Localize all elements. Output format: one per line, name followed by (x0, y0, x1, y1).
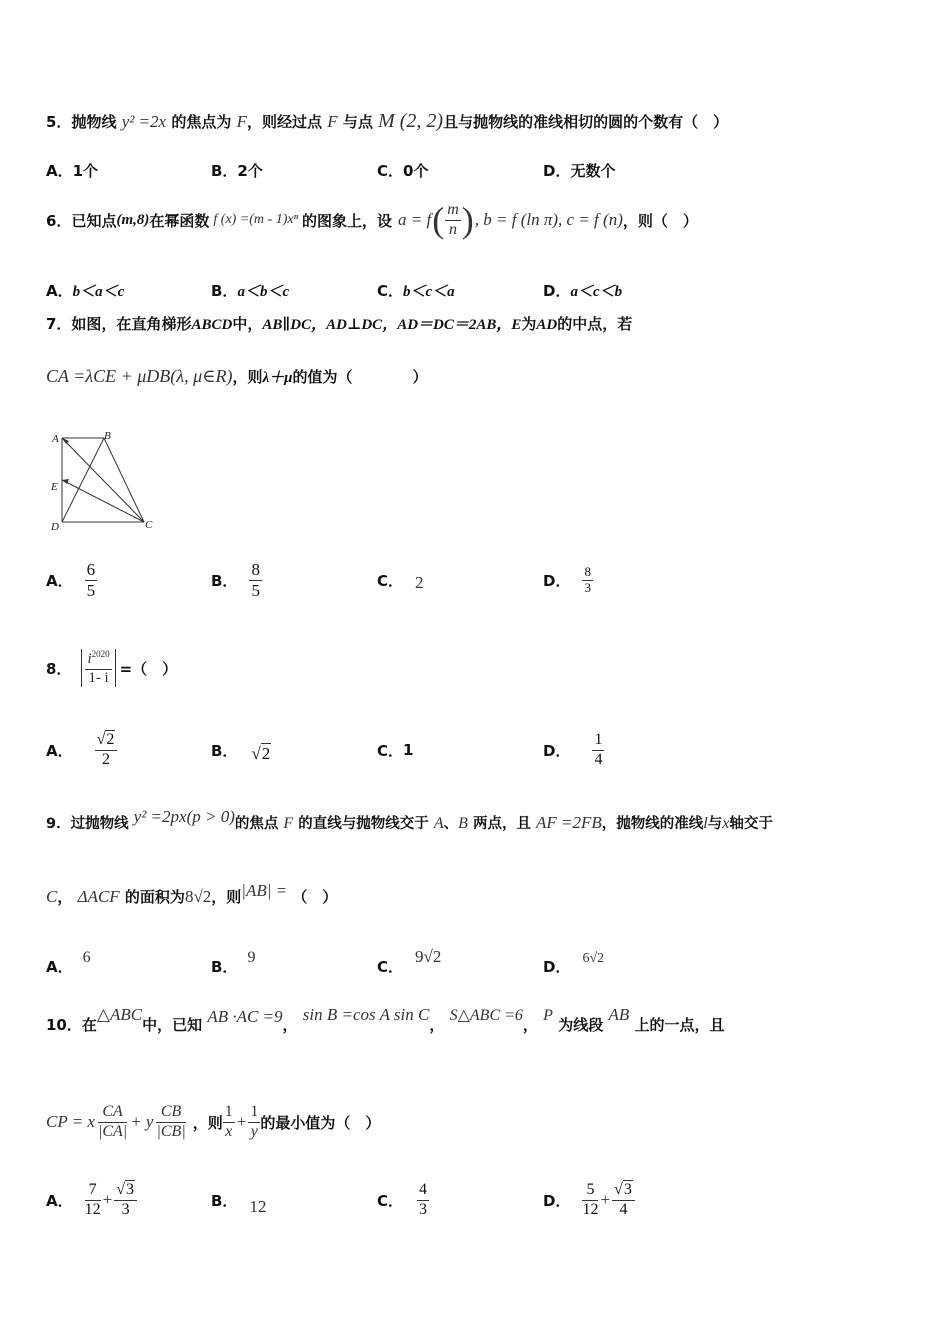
question-9-line-2 (46, 881, 338, 907)
q10-option-d-d: 12 (582, 1200, 599, 1218)
q9-option-d-label: D． (543, 958, 571, 976)
q10-option-d-sqrt: √3 (612, 1181, 635, 1200)
q7-text-1: 7．如图，在直角梯形 (46, 315, 192, 333)
q10-option-c-label: C． (377, 1191, 404, 1210)
q6-option-b (211, 280, 289, 301)
q9-option-a (46, 946, 91, 976)
q6-a-lhs: a = f (398, 210, 432, 229)
q5-point-m: M (2, 2) (378, 110, 444, 132)
q7-option-b-label: B． (211, 571, 238, 590)
q10-option-d-radicand: 3 (623, 1181, 632, 1199)
q5-text-5: 且与抛物线的准线相切的圆的个数有（ ） (443, 113, 729, 131)
q6-option-a-value: b＜a＜c (72, 284, 125, 300)
q7-lambda-plus-mu: λ＋μ (262, 370, 293, 386)
q7-option-b (211, 556, 262, 604)
q10-option-a-sqrt: √3 (114, 1181, 137, 1200)
q8-option-a (46, 724, 117, 776)
q7-text-3: 为 (521, 315, 537, 333)
q10-segment-ab: AB (608, 1005, 630, 1024)
q9-text-4: 两点，且 (472, 816, 531, 832)
q8-numerator (85, 649, 111, 669)
q5-text-1: 抛物线 (71, 113, 117, 131)
q6-option-c (377, 280, 455, 301)
q9-option-a-label: A． (46, 958, 73, 976)
q6-n: n (449, 220, 457, 238)
q9-area-value: 8√2 (184, 887, 212, 906)
question-7-line-1 (46, 313, 632, 334)
q6-text-2: 在幂函数 (149, 211, 210, 230)
q10-triangle: △ABC (96, 1005, 143, 1024)
q9-text-11: （ ） (292, 888, 338, 906)
q7-conditions: AB∥DC，AD⊥DC，AD＝DC＝2AB，E (262, 317, 522, 333)
q10-trig-condition: sin B =cos A sin C (302, 1005, 430, 1024)
q8-option-d-frac (592, 731, 604, 769)
q10-one-y-num: 1 (248, 1103, 260, 1122)
q9-x-axis: x (722, 815, 730, 832)
q8-option-d-num: 1 (592, 731, 604, 750)
q9-option-b-value: 9 (247, 949, 256, 966)
q10-option-a-frac1 (85, 1181, 101, 1219)
q10-one-x-num: 1 (223, 1103, 235, 1122)
q10-option-d-frac2 (612, 1181, 635, 1219)
q9-text-5: ，抛物线的准线 (601, 816, 704, 832)
q9-number: 9． (46, 816, 71, 832)
q10-cp-expression: CP = x (46, 1112, 95, 1131)
q6-bc-defs: , b = f (ln π), c = f (n) (474, 210, 623, 229)
q6-power-function: f (x) =(m - 1)xⁿ (213, 212, 298, 227)
q8-option-d (543, 724, 604, 776)
q10-plus: + (236, 1112, 247, 1131)
q10-option-a-plus: + (102, 1190, 113, 1209)
q5-text-4: 与点 (342, 113, 373, 131)
q7-option-a-label: A． (46, 571, 73, 590)
q10-text-6: 上的一点，且 (634, 1016, 725, 1034)
q10-option-b-label: B． (211, 1191, 238, 1210)
q5-equation: y² =2x (121, 112, 167, 131)
q10-option-d-d2: 4 (619, 1200, 628, 1218)
q10-one-over-x (223, 1103, 235, 1141)
q10-text-3: ， (429, 1016, 445, 1034)
q8-option-c (377, 724, 413, 776)
q6-text-1: 已知点 (71, 211, 117, 230)
q10-area: S△ABC =6 (449, 1007, 523, 1024)
arrowhead-a (62, 438, 69, 444)
q6-option-a-label: A． (46, 282, 73, 300)
vector-ca (62, 438, 144, 522)
q8-option-a-den: 2 (102, 750, 110, 768)
q8-power: 2020 (91, 649, 110, 660)
q9-separator: 、 (443, 816, 459, 832)
q9-ab-length: |AB| = (241, 881, 288, 900)
q9-option-b (211, 946, 256, 976)
q9-point-c: C (46, 887, 58, 906)
q10-option-c-n: 4 (417, 1181, 429, 1200)
q7-option-b-den: 5 (251, 580, 260, 600)
label-c: C (145, 519, 153, 531)
q6-option-c-value: b＜c＜a (403, 284, 455, 300)
q9-option-b-label: B． (211, 958, 238, 976)
q7-option-b-frac (249, 560, 262, 600)
q9-option-a-value: 6 (82, 949, 91, 966)
vector-ce (62, 480, 144, 522)
q10-ca-abs: |CA| (97, 1122, 128, 1140)
q10-option-c-frac (417, 1181, 429, 1219)
label-e: E (51, 481, 58, 493)
q7-option-a (46, 556, 97, 604)
q7-text-6: 的值为（ ） (292, 368, 428, 386)
q6-option-d-label: D． (543, 282, 571, 300)
q10-ca: CA (98, 1103, 127, 1122)
q10-option-a-radicand: 3 (125, 1181, 134, 1199)
q7-text-4: 的中点，若 (557, 315, 633, 333)
q9-point-b: B (458, 815, 468, 832)
q10-y: y (250, 1122, 258, 1140)
q10-ca-unit (98, 1103, 127, 1141)
q6-m: m (445, 201, 461, 220)
q7-option-b-num: 8 (251, 559, 260, 579)
q10-cb-abs: |CB| (156, 1122, 186, 1140)
q9-option-c (377, 946, 442, 976)
q5-number: 5． (46, 113, 72, 131)
q10-cb: CB (156, 1103, 185, 1122)
q8-option-d-label: D． (543, 741, 571, 760)
q10-option-d-plus: + (600, 1190, 611, 1209)
q9-text-7: 轴交于 (729, 816, 773, 832)
q10-dot-product: AB ·AC =9 (207, 1007, 283, 1026)
q5-text-3: ，则经过点 (246, 113, 322, 131)
q8-fraction (85, 649, 111, 687)
q8-option-b-radicand: 2 (261, 744, 271, 763)
q9-triangle: ΔACF (77, 887, 120, 906)
q7-option-a-frac (85, 560, 98, 600)
q6-option-a (46, 280, 124, 301)
q8-option-c-label: C． (377, 741, 404, 760)
q7-trapezoid-figure (44, 428, 164, 536)
q10-option-a-d: 12 (84, 1200, 101, 1218)
q10-one-over-y (248, 1103, 260, 1141)
q10-option-d (543, 1172, 635, 1228)
question-7-line-2 (46, 366, 427, 387)
q10-plus-y: + y (130, 1112, 154, 1131)
question-9-line-1 (46, 807, 773, 833)
q7-option-c-value: 2 (415, 573, 424, 592)
q9-text-3: 的直线与抛物线交于 (298, 816, 429, 832)
q6-number: 6． (46, 211, 72, 230)
q6-m-over-n (445, 201, 461, 239)
q9-focus: F (283, 815, 294, 832)
q8-option-a-radicand: 2 (106, 731, 115, 749)
q8-option-b (211, 724, 271, 776)
question-6 (46, 196, 698, 244)
q6-option-d-value: a＜c＜b (570, 284, 623, 300)
q6-option-b-value: a＜b＜c (237, 284, 290, 300)
q8-number: 8． (46, 659, 72, 678)
q7-option-c (377, 556, 424, 604)
q6-option-b-label: B． (211, 282, 238, 300)
q9-text-1: 过抛物线 (70, 816, 129, 832)
question-5 (46, 110, 728, 133)
q9-directrix-l: l (703, 815, 708, 832)
q7-option-d-label: D． (543, 571, 571, 590)
q6-option-d (543, 280, 622, 301)
q8-option-a-num: √2 (95, 731, 118, 750)
q10-x: x (225, 1122, 233, 1140)
q8-option-b-sqrt: √2 (251, 744, 271, 763)
q10-option-a-n: 7 (85, 1181, 101, 1200)
q8-option-d-den: 4 (594, 750, 603, 768)
q5-focus-f: F (236, 112, 247, 131)
q7-option-a-den: 5 (86, 580, 96, 600)
q10-option-a-label: A． (46, 1191, 73, 1210)
segment-bc (104, 438, 144, 522)
q10-option-c-d: 3 (419, 1200, 428, 1218)
q9-point-a: A (433, 815, 444, 832)
q8-option-a-frac (95, 731, 118, 769)
q9-condition: AF =2FB (536, 813, 602, 832)
q6-point: (m,8) (116, 211, 150, 228)
q6-text-4: ，则（ ） (622, 211, 698, 230)
q7-text-2: 中， (232, 315, 263, 333)
q10-option-d-label: D． (543, 1191, 571, 1210)
q8-equals: =（ ） (119, 659, 178, 678)
q7-option-d-num: 8 (584, 563, 591, 579)
q9-option-c-label: C． (377, 958, 404, 976)
q9-text-10: ，则 (211, 888, 242, 906)
q6-option-c-label: C． (377, 282, 404, 300)
q9-option-d (543, 946, 605, 976)
q10-text-7: ，则 (192, 1113, 223, 1132)
q5-option-a: A．1个 (46, 162, 99, 180)
q10-cb-unit (156, 1103, 185, 1141)
q10-text-4: ， (522, 1016, 538, 1034)
q10-number: 10．在 (46, 1016, 97, 1034)
question-10-line-2 (46, 1092, 380, 1152)
q10-option-b (211, 1172, 266, 1228)
q8-i: i (87, 651, 92, 668)
q10-option-a (46, 1172, 137, 1228)
q6-right-paren: ) (461, 200, 474, 240)
q7-vector-equation: CA =λCE + μDB(λ, μ∈R) (46, 366, 233, 386)
q7-ad: AD (536, 317, 558, 333)
q8-option-b-label: B． (211, 741, 238, 760)
q8-denominator: 1- i (88, 669, 109, 686)
q9-text-2: 的焦点 (234, 816, 279, 832)
q10-text-5: 为线段 (558, 1016, 604, 1034)
q8-option-a-label: A． (46, 741, 73, 760)
q10-option-d-n: 5 (582, 1181, 598, 1200)
q10-point-p: P (543, 1007, 553, 1024)
q8-absolute-value (81, 649, 115, 687)
q10-option-a-d2: 3 (121, 1200, 130, 1218)
q5-focus-f2: F (327, 112, 338, 131)
q10-option-b-value: 12 (249, 1197, 267, 1216)
q7-text-5: ，则 (232, 368, 263, 386)
q9-option-d-value: 6√2 (582, 951, 605, 966)
label-b: B (104, 430, 111, 442)
q8-option-c-value: 1 (403, 741, 414, 759)
q5-option-d: D．无数个 (543, 162, 616, 180)
q5-text-2: 的焦点为 (171, 113, 232, 131)
q7-option-c-label: C． (377, 571, 404, 590)
q10-text-1: 中，已知 (142, 1016, 203, 1034)
q7-abcd: ABCD (191, 317, 233, 333)
q10-option-c (377, 1172, 429, 1228)
q9-text-6: 与 (707, 816, 723, 832)
question-8 (46, 640, 177, 696)
label-a: A (52, 433, 59, 445)
q10-option-a-frac2 (114, 1181, 137, 1219)
q9-text-9: 的面积为 (124, 888, 185, 906)
q10-option-d-frac1 (582, 1181, 598, 1219)
label-d: D (51, 521, 59, 533)
question-10-line-1 (46, 1004, 725, 1034)
q9-text-8: ， (57, 888, 73, 906)
q5-option-b: B．2个 (211, 162, 263, 180)
q6-text-3: 的图象上，设 (302, 211, 393, 230)
q7-option-d (543, 556, 593, 604)
q10-text-2: ， (282, 1016, 298, 1034)
q10-text-8: 的最小值为（ ） (260, 1113, 381, 1132)
q6-left-paren: ( (432, 200, 445, 240)
q7-option-a-num: 6 (86, 559, 96, 579)
q7-option-d-frac (582, 565, 593, 596)
q5-option-c: C．0个 (377, 162, 429, 180)
q7-option-d-den: 3 (584, 579, 591, 595)
q9-option-c-value: 9√2 (415, 947, 442, 966)
q9-equation: y² =2px(p > 0) (133, 807, 235, 826)
